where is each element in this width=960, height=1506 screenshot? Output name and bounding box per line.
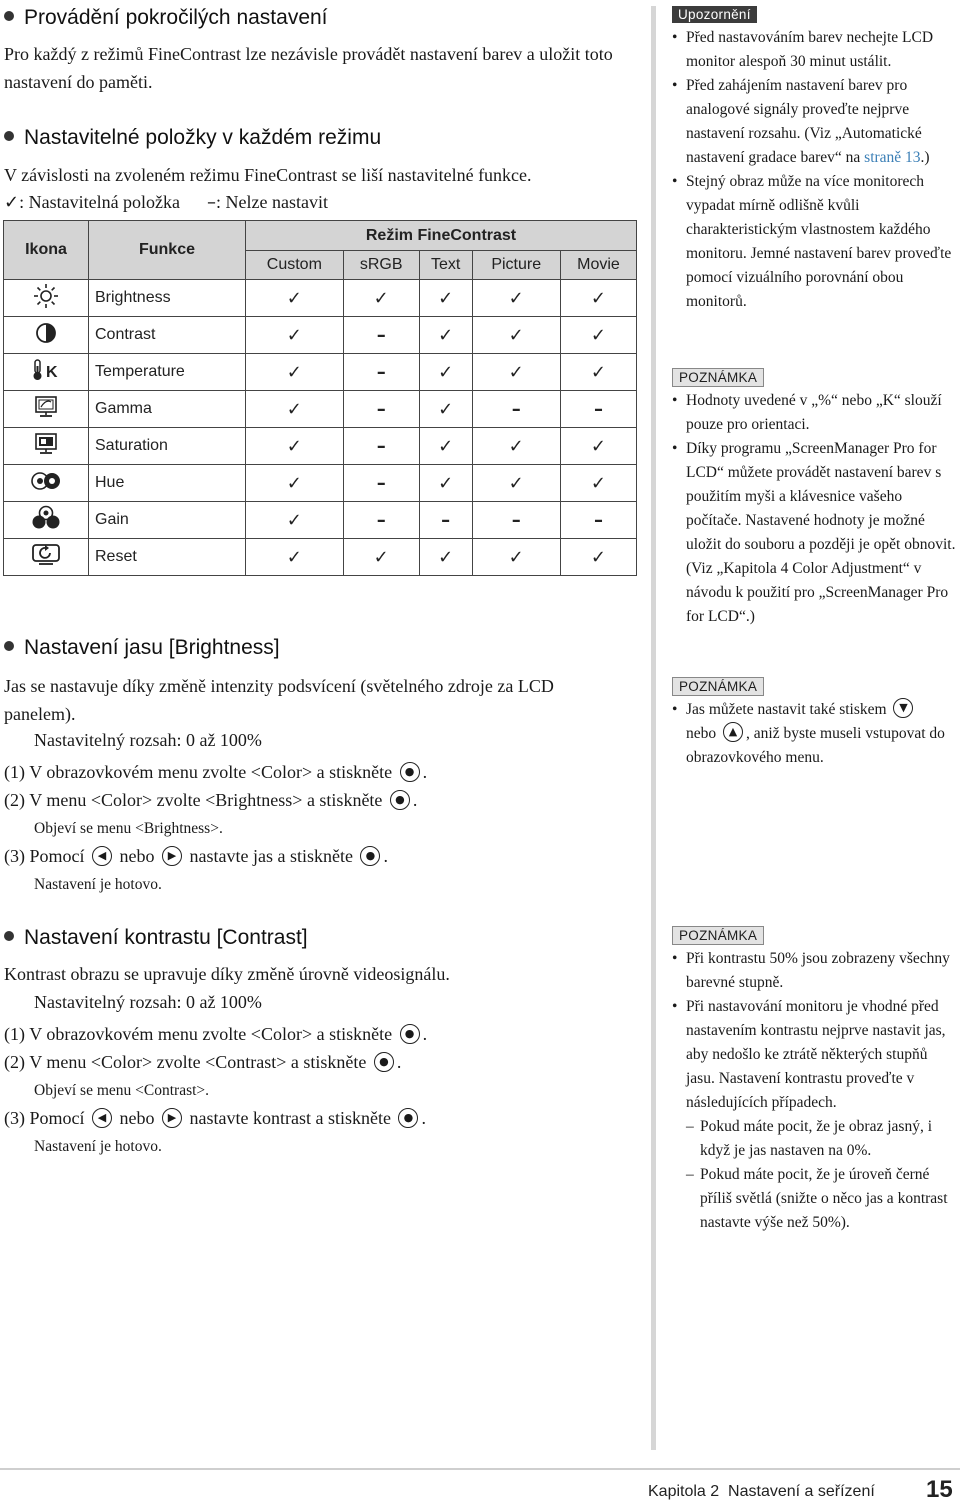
table-cell: ✓ <box>419 280 472 317</box>
table-cell: ✓ <box>419 391 472 428</box>
mode-header-text: Text <box>419 251 472 280</box>
down-button-icon: ▼ <box>893 698 913 718</box>
table-cell: ✓ <box>560 354 636 391</box>
function-name: Saturation <box>89 428 246 465</box>
bullet-dot <box>4 931 14 941</box>
table-cell: ✓ <box>472 465 560 502</box>
advanced-paragraph: Pro každý z režimů FineContrast lze nezávisle provádět nastavení barev a uložit toto nastavení do paměti. <box>4 44 613 92</box>
contrast-step-1: (1) V obrazovkovém menu zvolte <Color> a stiskněte ● . <box>4 1024 428 1044</box>
mode-header-picture: Picture <box>472 251 560 280</box>
note-tag: POZNÁMKA <box>672 677 764 696</box>
note-box <box>672 368 958 629</box>
mode-header-custom: Custom <box>246 251 344 280</box>
footer-divider <box>0 1468 960 1470</box>
note-dash-item: – Pokud máte pocit, že je obraz jasný, i když je jas nastaven na 0%. <box>686 1115 958 1163</box>
dash-mark-icon: – <box>207 192 217 213</box>
table-cell: ✓ <box>419 354 472 391</box>
table-cell: ✓ <box>560 280 636 317</box>
heading-contrast: Nastavení kontrastu [Contrast] <box>4 926 308 950</box>
hue-icon <box>4 465 89 502</box>
svg-text:K: K <box>46 363 58 381</box>
enter-button-icon: ● <box>400 1024 420 1044</box>
sidebar-divider <box>651 6 656 1450</box>
function-name: Contrast <box>89 317 246 354</box>
items-paragraph: V závislosti na zvoleném režimu FineContrast se liší nastavitelné funkce. <box>4 165 532 185</box>
table-row <box>4 317 637 354</box>
table-cell: – <box>472 502 560 539</box>
contrast-step-2-note: Objeví se menu <Contrast>. <box>34 1082 210 1099</box>
table-cell: – <box>560 391 636 428</box>
function-name: Temperature <box>89 354 246 391</box>
warning-box <box>672 6 958 314</box>
brightness-range: Nastavitelný rozsah: 0 až 100% <box>34 730 262 750</box>
bullet-dot <box>4 641 14 651</box>
function-name: Brightness <box>89 280 246 317</box>
up-button-icon: ▲ <box>723 722 743 742</box>
table-cell: ✓ <box>343 539 419 576</box>
table-cell: ✓ <box>560 465 636 502</box>
col-header-function: Funkce <box>89 221 246 280</box>
enter-button-icon: ● <box>360 846 380 866</box>
note-bullet: • Díky programu „ScreenManager Pro for LCD“ můžete provádět nastavení barev s použitím myši a klávesnice vašeho počítače. Nastavené hodnoty je možné uložit do souboru a později je opět obnovit. (Viz „Kapitola 4 Color Adjustment“ v návodu k použití pro „ScreenManager Pro for LCD“.) <box>672 437 958 629</box>
finecontrast-mode-table <box>3 220 637 576</box>
table-cell: – <box>343 354 419 391</box>
page-number: 15 <box>926 1476 953 1503</box>
warning-tag: Upozornění <box>672 6 757 23</box>
table-row <box>4 354 637 391</box>
enter-button-icon: ● <box>390 790 410 810</box>
table-cell: ✓ <box>560 539 636 576</box>
page-link[interactable]: straně 13 <box>864 149 921 166</box>
table-cell: ✓ <box>246 391 344 428</box>
contrast-range: Nastavitelný rozsah: 0 až 100% <box>34 992 262 1012</box>
contrast-step-3-note: Nastavení je hotovo. <box>34 1138 162 1155</box>
half-circle-icon <box>4 317 89 354</box>
table-cell: ✓ <box>246 502 344 539</box>
table-row <box>4 465 637 502</box>
table-cell: ✓ <box>472 539 560 576</box>
legend: ✓: Nastavitelná položka –: Nelze nastavit <box>4 192 329 213</box>
right-button-icon: ▶ <box>162 1108 182 1128</box>
function-name: Hue <box>89 465 246 502</box>
check-mark-icon: ✓ <box>4 192 20 213</box>
note-dash-item: – Pokud máte pocit, že je úroveň černé příliš světlá (snižte o něco jas a kontrast nastavte výše než 50%). <box>686 1163 958 1235</box>
function-name: Gamma <box>89 391 246 428</box>
warning-bullet: • Před nastavováním barev nechejte LCD monitor alespoň 30 minut ustálit. <box>672 26 958 74</box>
table-cell: – <box>343 465 419 502</box>
brightness-step-3-note: Nastavení je hotovo. <box>34 876 162 893</box>
table-cell: ✓ <box>419 465 472 502</box>
table-cell: ✓ <box>419 428 472 465</box>
function-name: Gain <box>89 502 246 539</box>
note-tag: POZNÁMKA <box>672 368 764 387</box>
warning-bullet: • Stejný obraz může na více monitorech vypadat mírně odlišně kvůli charakteristickým vlastnostem každého monitoru. Jemné nastavení barev proveďte pomocí vizuálního porovnání obou monitorů. <box>672 170 958 314</box>
brightness-step-2: (2) V menu <Color> zvolte <Brightness> a stiskněte ● . <box>4 790 418 810</box>
note-box <box>672 926 958 1235</box>
table-cell: ✓ <box>246 280 344 317</box>
note-bullet: • Při kontrastu 50% jsou zobrazeny všechny barevné stupně. <box>672 947 958 995</box>
warning-bullet: • Před zahájením nastavení barev pro analogové signály proveďte nejprve nastavení rozsahu. (Viz „Automatické nastavení gradace barev“ na straně 13.) <box>672 74 958 170</box>
contrast-step-3: (3) Pomocí ◀ nebo ▶ nastavte kontrast a stiskněte ● . <box>4 1108 426 1128</box>
table-cell: – <box>419 502 472 539</box>
mode-header-srgb: sRGB <box>343 251 419 280</box>
table-cell: ✓ <box>246 465 344 502</box>
table-cell: ✓ <box>472 280 560 317</box>
table-cell: ✓ <box>560 317 636 354</box>
col-header-modes: Režim FineContrast <box>246 221 637 251</box>
table-cell: ✓ <box>246 354 344 391</box>
table-cell: ✓ <box>472 317 560 354</box>
gamma-monitor-icon <box>4 391 89 428</box>
enter-button-icon: ● <box>374 1052 394 1072</box>
sun-icon <box>4 280 89 317</box>
table-row <box>4 391 637 428</box>
contrast-step-2: (2) V menu <Color> zvolte <Contrast> a stiskněte ● . <box>4 1052 402 1072</box>
gain-icon <box>4 502 89 539</box>
reset-icon <box>4 539 89 576</box>
heading-adjustable-items: Nastavitelné položky v každém režimu <box>4 126 381 150</box>
table-row <box>4 428 637 465</box>
brightness-paragraph: Jas se nastavuje díky změně intenzity podsvícení (světelného zdroje za LCD panelem). <box>4 676 554 724</box>
table-cell: – <box>343 317 419 354</box>
table-cell: ✓ <box>419 539 472 576</box>
table-row <box>4 280 637 317</box>
enter-button-icon: ● <box>400 762 420 782</box>
contrast-paragraph: Kontrast obrazu se upravuje díky změně úrovně videosignálu. <box>4 964 450 984</box>
table-row <box>4 502 637 539</box>
table-cell: ✓ <box>246 539 344 576</box>
note-tag: POZNÁMKA <box>672 926 764 945</box>
thermometer-k-icon <box>4 354 89 391</box>
heading-advanced-settings: Provádění pokročilých nastavení <box>4 6 328 30</box>
table-cell: – <box>343 428 419 465</box>
mode-header-movie: Movie <box>560 251 636 280</box>
bullet-dot <box>4 11 14 21</box>
note-bullet: • Jas můžete nastavit také stiskem ▼ nebo ▲ , aniž byste museli vstupovat do obrazovkového menu. <box>672 698 958 770</box>
heading-brightness: Nastavení jasu [Brightness] <box>4 636 280 660</box>
function-name: Reset <box>89 539 246 576</box>
table-row <box>4 539 637 576</box>
saturation-monitor-icon <box>4 428 89 465</box>
table-cell: ✓ <box>343 280 419 317</box>
table-cell: – <box>560 502 636 539</box>
table-cell: ✓ <box>246 428 344 465</box>
col-header-icon: Ikona <box>4 221 89 280</box>
chapter-label: Kapitola 2 Nastavení a seřízení <box>648 1483 875 1500</box>
right-button-icon: ▶ <box>162 846 182 866</box>
table-cell: ✓ <box>472 354 560 391</box>
table-cell: ✓ <box>472 428 560 465</box>
brightness-step-3: (3) Pomocí ◀ nebo ▶ nastavte jas a stiskněte ● . <box>4 846 388 866</box>
bullet-dot <box>4 131 14 141</box>
brightness-step-1: (1) V obrazovkovém menu zvolte <Color> a stiskněte ● . <box>4 762 428 782</box>
note-bullet: • Při nastavování monitoru je vhodné před nastavením kontrastu nejprve nastavit jas, aby nedošlo ke ztrátě některých stupňů jasu. Nastavení kontrastu proveďte v následujících případech. <box>672 995 958 1115</box>
table-cell: – <box>472 391 560 428</box>
table-cell: – <box>343 391 419 428</box>
table-cell: ✓ <box>560 428 636 465</box>
table-cell: ✓ <box>246 317 344 354</box>
enter-button-icon: ● <box>398 1108 418 1128</box>
left-button-icon: ◀ <box>92 846 112 866</box>
left-button-icon: ◀ <box>92 1108 112 1128</box>
note-box <box>672 677 958 770</box>
brightness-step-2-note: Objeví se menu <Brightness>. <box>34 820 223 837</box>
table-cell: – <box>343 502 419 539</box>
note-bullet: • Hodnoty uvedené v „%“ nebo „K“ slouží pouze pro orientaci. <box>672 389 958 437</box>
table-cell: ✓ <box>419 317 472 354</box>
